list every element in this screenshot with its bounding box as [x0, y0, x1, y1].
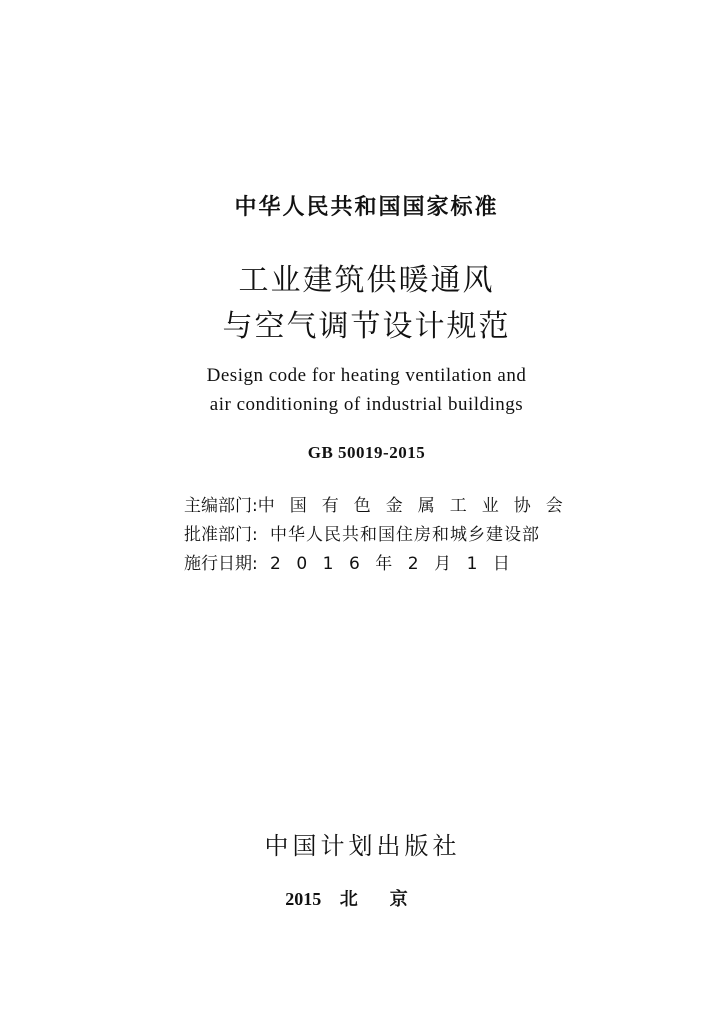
publisher-name: 中国计划出版社 — [264, 832, 461, 860]
document-title-line-2: 与空气调节设计规范 — [222, 309, 511, 344]
approval-department-label: 批准部门: — [184, 525, 258, 545]
publication-info — [184, 492, 578, 579]
english-title-line-2: air conditioning of industrial buildings — [209, 394, 524, 415]
effective-date-label: 施行日期: — [184, 554, 258, 574]
standard-series-title: 中华人民共和国国家标准 — [234, 195, 499, 220]
approval-department-value: 中华人民共和国住房和城乡建设部 — [270, 525, 540, 545]
imprint-city: 北京 — [339, 889, 440, 910]
editor-department-label: 主编部门: — [184, 496, 258, 516]
effective-date-row — [184, 550, 564, 579]
standard-number: GB 50019-2015 — [307, 443, 426, 462]
editor-department-row — [184, 492, 578, 521]
editor-department-value: 中国有色金属工业协会 — [257, 496, 578, 516]
imprint-year: 2015 — [285, 889, 322, 909]
document-title-line-1: 工业建筑供暖通风 — [238, 263, 495, 298]
imprint-line — [4, 885, 717, 911]
effective-date-value: 2016年2月1日 — [270, 554, 526, 574]
english-title-line-1: Design code for heating ventilation and — [206, 365, 527, 386]
approval-department-row — [184, 521, 564, 550]
